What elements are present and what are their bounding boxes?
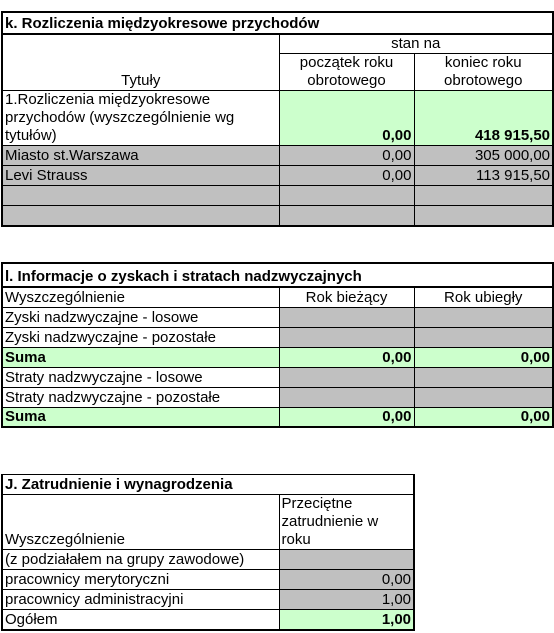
empty-cell	[2, 206, 279, 226]
start-of-year-header: początek roku obrotowego	[279, 54, 414, 91]
total-value: 1,00	[279, 610, 414, 630]
section-j-title: J. Zatrudnienie i wynagrodzenia	[2, 475, 414, 495]
current-year-header: Rok bieżący	[279, 287, 414, 307]
empty-cell	[279, 206, 414, 226]
section-k-title: k. Rozliczenia międzyokresowe przychodów	[2, 12, 553, 34]
avg-employment-header: Przeciętne zatrudnienie w roku	[279, 495, 414, 550]
sum-previous: 0,00	[414, 347, 553, 367]
desc-header: Wyszczególnienie	[2, 287, 279, 307]
accrual-total-start: 0,00	[279, 91, 414, 146]
sum-label: Suma	[2, 407, 279, 427]
empty-cell	[279, 186, 414, 206]
sum-previous: 0,00	[414, 407, 553, 427]
row-label: Levi Strauss	[2, 166, 279, 186]
empty-cell	[414, 206, 553, 226]
desc-header: Wyszczególnienie	[2, 495, 279, 550]
row-value: 0,00	[279, 570, 414, 590]
empty-cell	[279, 387, 414, 407]
row-start: 0,00	[279, 166, 414, 186]
empty-cell	[279, 367, 414, 387]
sum-current: 0,00	[279, 347, 414, 367]
row-end: 305 000,00	[414, 146, 553, 166]
titles-header: Tytuły	[2, 34, 279, 91]
section-l-title: l. Informacje o zyskach i stratach nadzwyczajnych	[2, 263, 553, 287]
row-value: 1,00	[279, 590, 414, 610]
empty-cell	[414, 307, 553, 327]
empty-cell	[279, 550, 414, 570]
empty-cell	[279, 307, 414, 327]
sum-current: 0,00	[279, 407, 414, 427]
row-label: Zyski nadzwyczajne - losowe	[2, 307, 279, 327]
row-end: 113 915,50	[414, 166, 553, 186]
row-label: Straty nadzwyczajne - losowe	[2, 367, 279, 387]
row-start: 0,00	[279, 146, 414, 166]
end-of-year-header: koniec roku obrotowego	[414, 54, 553, 91]
empty-cell	[279, 327, 414, 347]
previous-year-header: Rok ubiegły	[414, 287, 553, 307]
row-label: pracownicy merytoryczni	[2, 570, 279, 590]
row-label: Miasto st.Warszawa	[2, 146, 279, 166]
empty-cell	[2, 186, 279, 206]
stan-na-header: stan na	[279, 34, 553, 54]
empty-cell	[414, 186, 553, 206]
row-label: Zyski nadzwyczajne - pozostałe	[2, 327, 279, 347]
row-label: pracownicy administracyjni	[2, 590, 279, 610]
accrual-total-label: 1.Rozliczenia międzyokresowe przychodów (wyszczególnienie wg tytułów)	[2, 91, 279, 146]
subheader-label: (z podziałałem na grupy zawodowe)	[2, 550, 279, 570]
accrual-total-end: 418 915,50	[414, 91, 553, 146]
employment-table	[1, 474, 415, 631]
empty-cell	[414, 327, 553, 347]
row-label: Straty nadzwyczajne - pozostałe	[2, 387, 279, 407]
empty-cell	[414, 387, 553, 407]
sum-label: Suma	[2, 347, 279, 367]
empty-cell	[414, 367, 553, 387]
accrued-revenue-table	[1, 11, 554, 227]
total-label: Ogółem	[2, 610, 279, 630]
extraordinary-items-table	[1, 262, 554, 428]
